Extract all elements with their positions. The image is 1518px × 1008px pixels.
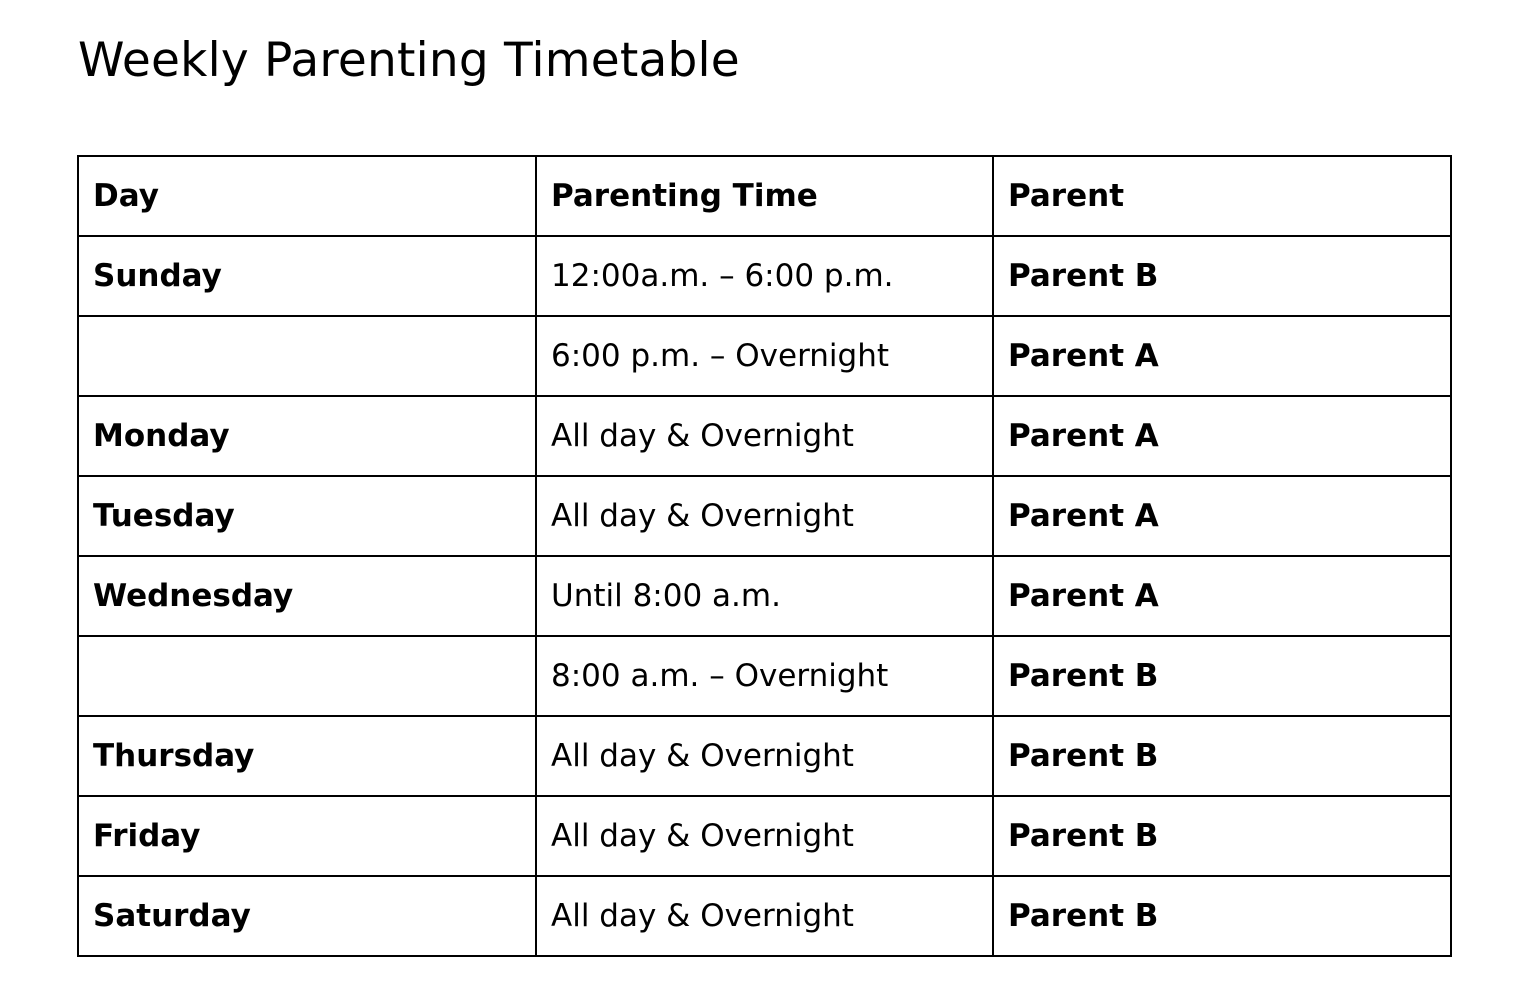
day-cell xyxy=(78,316,536,396)
parenting-time-cell: All day & Overnight xyxy=(536,716,993,796)
timetable xyxy=(77,155,1452,957)
parent-cell: Parent A xyxy=(993,396,1451,476)
day-cell: Thursday xyxy=(78,716,536,796)
parenting-time-cell: All day & Overnight xyxy=(536,476,993,556)
parent-cell: Parent B xyxy=(993,716,1451,796)
parenting-time-cell: All day & Overnight xyxy=(536,876,993,956)
table-header-row xyxy=(78,156,1451,236)
parenting-time-cell: All day & Overnight xyxy=(536,796,993,876)
column-header-parenting-time: Parenting Time xyxy=(536,156,993,236)
table-row xyxy=(78,396,1451,476)
table-row xyxy=(78,796,1451,876)
day-cell: Friday xyxy=(78,796,536,876)
table-row xyxy=(78,716,1451,796)
day-cell: Wednesday xyxy=(78,556,536,636)
day-cell: Saturday xyxy=(78,876,536,956)
day-cell xyxy=(78,636,536,716)
parenting-time-cell: 6:00 p.m. – Overnight xyxy=(536,316,993,396)
page-title: Weekly Parenting Timetable xyxy=(78,33,740,88)
parenting-time-cell: All day & Overnight xyxy=(536,396,993,476)
column-header-parent: Parent xyxy=(993,156,1451,236)
parent-cell: Parent B xyxy=(993,236,1451,316)
table-row xyxy=(78,636,1451,716)
parenting-time-cell: 8:00 a.m. – Overnight xyxy=(536,636,993,716)
day-cell: Sunday xyxy=(78,236,536,316)
parent-cell: Parent B xyxy=(993,636,1451,716)
table-row xyxy=(78,316,1451,396)
parent-cell: Parent B xyxy=(993,876,1451,956)
table-row xyxy=(78,556,1451,636)
column-header-day: Day xyxy=(78,156,536,236)
table-row xyxy=(78,236,1451,316)
table-row xyxy=(78,876,1451,956)
parenting-time-cell: Until 8:00 a.m. xyxy=(536,556,993,636)
parent-cell: Parent A xyxy=(993,476,1451,556)
parent-cell: Parent A xyxy=(993,316,1451,396)
day-cell: Tuesday xyxy=(78,476,536,556)
parent-cell: Parent A xyxy=(993,556,1451,636)
table-row xyxy=(78,476,1451,556)
day-cell: Monday xyxy=(78,396,536,476)
parenting-time-cell: 12:00a.m. – 6:00 p.m. xyxy=(536,236,993,316)
parent-cell: Parent B xyxy=(993,796,1451,876)
